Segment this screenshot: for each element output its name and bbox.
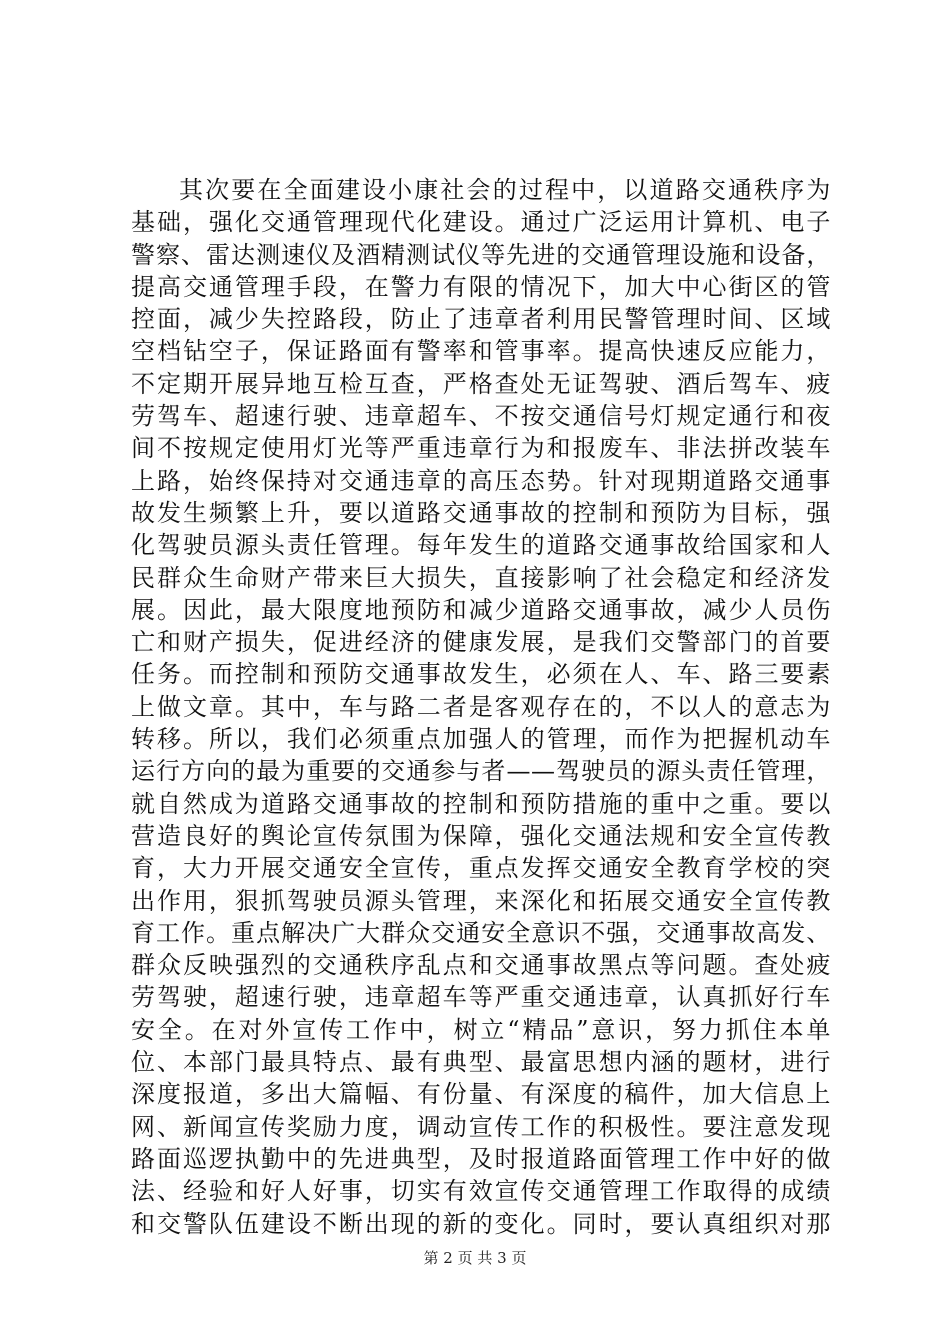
text-line: 劳驾车、超速行驶、违章超车、不按交通信号灯规定通行和夜 [131, 402, 831, 431]
text-line: 深度报道，多出大篇幅、有份量、有深度的稿件，加大信息上 [131, 1080, 831, 1109]
text-line: 任务。而控制和预防交通事故发生，必须在人、车、路三要素 [131, 660, 831, 689]
page-footer [0, 1247, 950, 1268]
text-line: 法、经验和好人好事，切实有效宣传交通管理工作取得的成绩 [131, 1177, 831, 1206]
text-line: 间不按规定使用灯光等严重违章行为和报废车、非法拼改装车 [131, 434, 831, 463]
text-line: 提高交通管理手段，在警力有限的情况下，加大中心街区的管 [131, 272, 831, 301]
text-line: 空档钻空子，保证路面有警率和管事率。提高快速反应能力， [131, 337, 831, 366]
text-line: 展。因此，最大限度地预防和减少道路交通事故，减少人员伤 [131, 595, 831, 624]
text-line: 亡和财产损失，促进经济的健康发展，是我们交警部门的首要 [131, 628, 831, 657]
text-line: 出作用，狠抓驾驶员源头管理，来深化和拓展交通安全宣传教 [131, 886, 831, 915]
text-line: 路面巡逻执勤中的先进典型，及时报道路面管理工作中好的做 [131, 1144, 831, 1173]
text-line: 营造良好的舆论宣传氛围为保障，强化交通法规和安全宣传教 [131, 821, 831, 850]
text-line: 转移。所以，我们必须重点加强人的管理，而作为把握机动车 [131, 725, 831, 754]
text-line: 上路，始终保持对交通违章的高压态势。针对现期道路交通事 [131, 466, 831, 495]
text-line: 就自然成为道路交通事故的控制和预防措施的重中之重。要以 [131, 789, 831, 818]
text-line: 和交警队伍建设不断出现的新的变化。同时，要认真组织对那 [131, 1209, 831, 1238]
text-line: 警察、雷达测速仪及酒精测试仪等先进的交通管理设施和设备， [131, 240, 831, 269]
text-line: 运行方向的最为重要的交通参与者——驾驶员的源头责任管理， [131, 757, 831, 786]
text-line: 群众反映强烈的交通秩序乱点和交通事故黑点等问题。查处疲 [131, 951, 831, 980]
body-paragraph [131, 174, 831, 1240]
text-line: 育工作。重点解决广大群众交通安全意识不强，交通事故高发、 [131, 918, 831, 947]
text-line: 故发生频繁上升，要以道路交通事故的控制和预防为目标，强 [131, 498, 831, 527]
text-line: 上做文章。其中，车与路二者是客观存在的，不以人的意志为 [131, 692, 831, 721]
text-line: 化驾驶员源头责任管理。每年发生的道路交通事故给国家和人 [131, 531, 831, 560]
text-line: 劳驾驶，超速行驶，违章超车等严重交通违章，认真抓好行车 [131, 983, 831, 1012]
text-line: 位、本部门最具特点、最有典型、最富思想内涵的题材，进行 [131, 1048, 831, 1077]
text-line: 基础，强化交通管理现代化建设。通过广泛运用计算机、电子 [131, 208, 831, 237]
text-line: 安全。在对外宣传工作中，树立“精品”意识，努力抓住本单 [131, 1015, 831, 1044]
page-number-label: 第 2 页 共 3 页 [423, 1249, 527, 1267]
text-line: 民群众生命财产带来巨大损失，直接影响了社会稳定和经济发 [131, 563, 831, 592]
text-line: 育，大力开展交通安全宣传，重点发挥交通安全教育学校的突 [131, 854, 831, 883]
text-line: 控面，减少失控路段，防止了违章者利用民警管理时间、区域 [131, 305, 831, 334]
text-line: 不定期开展异地互检互查，严格查处无证驾驶、酒后驾车、疲 [131, 369, 831, 398]
text-line: 网、新闻宣传奖励力度，调动宣传工作的积极性。要注意发现 [131, 1112, 831, 1141]
text-line: 其次要在全面建设小康社会的过程中，以道路交通秩序为 [179, 176, 831, 204]
